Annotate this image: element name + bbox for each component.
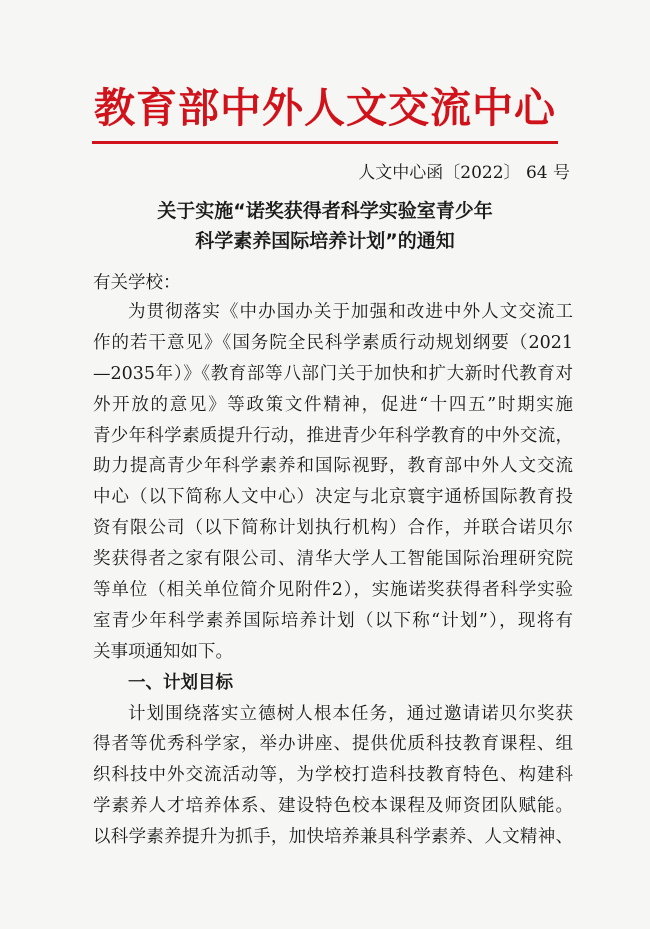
body-line: 得者等优秀科学家，举办讲座、提供优质科技教育课程、组 [93,734,573,755]
body-line: 以科学素养提升为抓手，加快培养兼具科学素养、人文精神、 [93,827,573,848]
document-title [0,196,650,256]
body-line: 助力提高青少年科学素养和国际视野，教育部中外人文交流 [93,456,573,477]
body-line: 中心（以下简称人文中心）决定与北京寰宇通桥国际教育投 [93,487,573,508]
body-line: —2035年）》《教育部等八部门关于加快和扩大新时代教育对 [93,363,573,384]
body-line: 关事项通知如下。 [93,641,233,662]
document-body [93,297,573,853]
body-line: 资有限公司（以下简称计划执行机构）合作，并联合诺贝尔 [93,518,573,539]
body-line: 奖获得者之家有限公司、清华大学人工智能国际治理研究院 [93,549,573,570]
body-line: 计划围绕落实立德树人根本任务，通过邀请诺贝尔奖获 [128,703,573,724]
body-line: 织科技中外交流活动等，为学校打造科技教育特色、构建科 [93,765,573,786]
organization-header: 教育部中外人文交流中心 [94,84,556,132]
section-heading: 一、计划目标 [128,672,233,693]
title-line-1: 关于实施“诺奖获得者科学实验室青少年 [157,200,493,222]
body-line: 学素养人才培养体系、建设特色校本课程及师资团队赋能。 [93,796,573,817]
title-line-2: 科学素养国际培养计划”的通知 [195,230,455,252]
red-divider-line [92,141,558,144]
salutation: 有关学校： [93,273,181,293]
body-line: 室青少年科学素养国际培养计划（以下称“计划”），现将有 [93,610,573,631]
body-line: 作的若干意见》《国务院全民科学素质行动规划纲要（2021 [93,332,573,353]
body-line: 等单位（相关单位简介见附件2），实施诺奖获得者科学实验 [93,580,573,601]
body-line: 外开放的意见》等政策文件精神，促进“十四五”时期实施 [93,394,573,415]
body-line: 青少年科学素质提升行动，推进青少年科学教育的中外交流， [93,425,573,446]
body-line: 为贯彻落实《中办国办关于加强和改进中外人文交流工 [128,302,573,322]
document-number: 人文中心函〔2022〕 64 号 [358,163,570,183]
